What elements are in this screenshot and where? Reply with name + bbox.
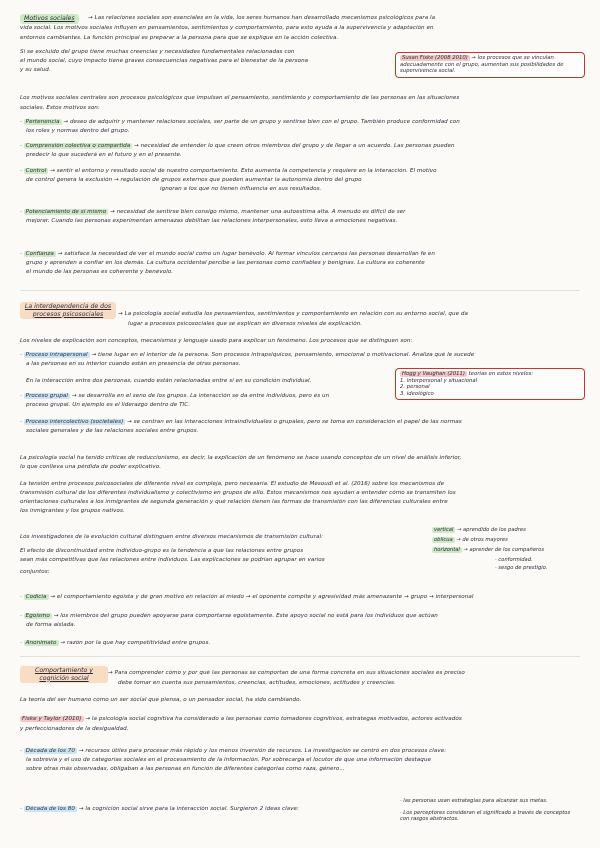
- callout-item: 2. personal: [400, 384, 430, 391]
- text-line: orientaciones culturales a los inmigrantes de segunda generación y qué relación tienen las formas de transmisión con las diferencias culturales entre: [20, 499, 448, 505]
- text-line: la sobrevía y el uso de categorías sociales en el procesamiento de la información. Por sobrecarga el locutor de que una información destaque: [26, 757, 431, 763]
- section-heading-comportamiento: Comportamiento y cognición social: [20, 666, 108, 683]
- callout-text: teorías en estos niveles:: [468, 371, 534, 377]
- transmission-item: horizontal → aprender de los compañeros: [434, 547, 545, 553]
- text-line: grupo y aprenden a confiar en los demás. La cultura occidental percibe a las personas como confiables y benignas. La cultura es coherente: [26, 260, 425, 266]
- term-label: Codicia: [25, 594, 47, 600]
- list-item: · Década de los 80 → la cognición social sirve para la interacción social. Surgieron 2 ideas clave:: [20, 806, 299, 812]
- callout-text: → los procesos que se vinculan adecuadamente con el grupo, aumentan sus posibilidades de supervivencia social.: [400, 55, 564, 75]
- text-line: La psicología social ha tenido críticas de reduccionismo, es decir, la explicación de un fenómeno se hace usando conceptos de un nivel de análisis inferior,: [20, 455, 462, 461]
- term-label: Proceso intercolectivo (societales): [25, 419, 124, 425]
- list-item: · Proceso intercolectivo (societales) → se centran en las interacciones intraindividuales o grupales, pero se toma en consideración el papel de las normas: [20, 419, 462, 425]
- term-label: Proceso intrapersonal: [25, 352, 88, 358]
- term-label: Anonimato: [25, 640, 57, 646]
- text-line: El efecto de discontinuidad entre individuo-grupo es la tendencia a que las relaciones entre grupos: [20, 548, 304, 554]
- text-line: y perfeccionadores de la desigualdad.: [20, 726, 129, 732]
- text-line: debe tomar en cuenta sus pensamientos, creencias, actitudes, emociones, actitudes y creencias.: [118, 680, 396, 686]
- term-label: Confianza: [25, 251, 54, 257]
- text-line: mejorar. Cuando las personas experimentan amenazas debilitan las relaciones interpersonales, esto lleva a emociones negativas.: [26, 218, 398, 224]
- divider: [20, 290, 580, 291]
- term-label: Década de los 80: [25, 806, 76, 812]
- list-item: · Pertenencia → deseo de adquirir y mantener relaciones sociales, ser parte de un grupo y sentirse bien con el grupo. También produce conformidad con: [20, 119, 460, 125]
- callout-box-hogg: [395, 368, 585, 400]
- text-line: sobre otras más observadas, obligaban a las personas en función de diferentes categorías como raza, género...: [26, 766, 345, 772]
- text-line: a las personas en su interior cuando están en presencia de otras personas.: [26, 361, 241, 367]
- text-line: entornos cambiantes. La función principal es preparar a la persona para que se explique en la acción colectiva.: [20, 35, 339, 41]
- text-line: sociales. Estos motivos son:: [20, 105, 100, 111]
- text-line: Si se excluido del grupo tiene muchas creencias y necesidades fundamentales relacionadas con: [20, 49, 295, 55]
- term-label: Potenciamiento de sí mismo: [25, 209, 107, 215]
- callout-item: 1. interpersonal y situacional: [400, 377, 478, 384]
- text-line: predecir lo que sucederá en el futuro y en el presente.: [26, 152, 182, 158]
- text-line: proceso grupal. Un ejemplo es el liderazgo dentro de TIC.: [26, 402, 191, 408]
- text-line: sociales generales y de las relaciones sociales entre grupos.: [26, 428, 199, 434]
- term-label: Pertenencia: [25, 119, 60, 125]
- divider: [20, 656, 580, 657]
- list-item: · Egoísmo → los miembros del grupo pueden apoyarse para comportarse egoístamente. Este apoyo social no está para los individuos que actúan: [20, 613, 438, 619]
- list-item: · Proceso intrapersonal → tiene lugar en el interior de la persona. Son procesos intrapsíquicos, pensamiento, emocional o motivacional. Analiza qué le sucede: [20, 352, 475, 358]
- reference-line: Fiske y Taylor (2010) → la psicología social cognitiva ha considerado a las personas como tomadores cognitivos, estrategas motivados, actores activados: [22, 716, 462, 722]
- text-line: transmisión cultural de los diferentes individualismo y colectivismo en grupos de ello. Estos mecanismos nos ayudan a entender cómo se transmiten los: [20, 490, 456, 496]
- text-line: → La psicología social estudia los pensamientos, sentimientos y comportamiento en relación con su entorno social, que da: [118, 311, 468, 317]
- term-label: Década de los 70: [25, 748, 76, 754]
- list-item: · Potenciamiento de sí mismo → necesidad de sentirse bien consigo mismo, mantener una autoestima alta. A menudo es difícil de ser: [20, 209, 406, 215]
- text-line: sean más competitivas que las relaciones entre individuos. Las explicaciones se podrían agrupar en varios: [20, 557, 325, 563]
- term-label: Control: [25, 168, 47, 174]
- text-line: y su salud.: [20, 67, 51, 73]
- text-line: En la interacción entre dos personas, cuando están relacionadas entre sí en su condición individual.: [26, 378, 312, 384]
- text-line: Los niveles de explicación son conceptos, mecanismos y lenguaje usado para explicar un fenómeno. Los procesos que se distinguen son:: [20, 338, 413, 344]
- callout-box-fiske: [395, 52, 585, 78]
- list-item: · Codicia → el comportamiento egoísta y de gran motivo en relación al miedo → el oponente compite y agresividad más amenazante → grupo → interpersonal: [20, 594, 474, 600]
- transmission-item: oblicua → de otros mayores: [434, 537, 508, 543]
- callout-title: Susan Fiske (2008 2010): [402, 55, 468, 61]
- list-item: · Década de los 70 → recursos útiles para procesar más rápido y los menos inversión de recursos. La investigación se centró en dos procesos clave:: [20, 748, 447, 754]
- text-line: → Para comprender cómo y por qué las personas se comportan de una forma concreta en sus situaciones sociales es preciso: [108, 670, 465, 676]
- text-line: lugar a procesos psicosociales que se explican en diversos niveles de explicación.: [128, 321, 363, 327]
- list-item: · Proceso grupal → se desarrolla en el seno de los grupos. La interacción se da entre individuos, pero es un: [20, 393, 330, 399]
- text-line: Los investigadores de la evolución cultural distinguen entre diversos mecanismos de transmisión cultural:: [20, 534, 324, 540]
- section-heading-motivos-sociales: Motivos sociales: [20, 14, 79, 24]
- text-line: de forma aislada.: [26, 622, 76, 628]
- text-line: La tensión entre procesos psicosociales de diferente nivel es compleja, pero necesaria. El estudio de Mesoudi et al. (2016) sobre los mecanismos de: [20, 481, 445, 487]
- transmission-note: · conformidad.: [495, 557, 533, 563]
- term-label: Proceso grupal: [25, 393, 69, 399]
- text-line: el mundo social, cuyo impacto tiene graves consecuencias negativas para el bienestar de la persona: [20, 58, 309, 64]
- text-line: Los motivos sociales centrales son procesos psicológicos que impulsan el pensamiento, sentimiento y comportamiento de las personas en las situaciones: [20, 95, 460, 101]
- text-line: ignoran a los que no tienen influencia en sus resultados.: [160, 186, 322, 192]
- text-line: lo que conlleva una pérdida de poder explicativo.: [20, 464, 162, 470]
- list-item: · Anonimato → razón por la que hay competitividad entre grupos.: [20, 640, 211, 646]
- text-line: La teoría del ser humano como un ser social que piensa, o un pensador social, ha sido cambiando.: [20, 697, 302, 703]
- term-label: Comprensión colectiva o compartida: [25, 143, 131, 149]
- list-item: · Control → sentir el entorno y resultado social de nuestro comportamiento. Esto aumenta la competencia y requiere en la interacción. El motivo: [20, 168, 437, 174]
- callout-item: 3. ideológico: [400, 390, 434, 397]
- text-line: de control genera la exclusión → regulación de grupos externos que pueden aumentar la autonomía dentro del grupo: [26, 177, 362, 183]
- decade-note: · Los perceptores consideran el significado a través de conceptos con rasgos abstractos.: [400, 810, 571, 823]
- transmission-item: vertical → aprendido de los padres: [434, 527, 526, 533]
- list-item: · Comprensión colectiva o compartida → necesidad de entender lo que creen otros miembros del grupo y de llegar a un acuerdo. Las personas pueden: [20, 143, 455, 149]
- text-line: los inmigrantes y los grupos nativos.: [20, 508, 125, 514]
- text-line: los roles y normas dentro del grupo.: [26, 128, 130, 134]
- decade-note: · las personas usan estrategias para alcanzar sus metas.: [400, 798, 548, 804]
- section-heading-interdependencia: La interdependencia de dos procesos psicosociales: [20, 302, 116, 319]
- transmission-note: · sesgo de prestigio.: [495, 565, 548, 571]
- callout-title: Hogg y Vaughan (2011): [402, 371, 465, 377]
- list-item: · Confianza → satisface la necesidad de ver el mundo social como un lugar benévolo. Al formar vínculos cercanos las personas desarrollan fe en: [20, 251, 436, 257]
- text-line: → Las relaciones sociales son esenciales en la vida, los seres humanos han desarrollado mecanismos psicológicos para la: [88, 15, 436, 21]
- text-line: vida social. Los motivos sociales influyen en pensamientos, sentimientos y comportamiento, para esto ayuda a la supervivencia y adaptación en: [20, 25, 434, 31]
- term-label: Fiske y Taylor (2010): [22, 716, 82, 722]
- text-line: conjuntos:: [20, 569, 50, 575]
- text-line: el mundo de las personas es coherente y benévolo.: [26, 269, 174, 275]
- term-label: Egoísmo: [25, 613, 50, 619]
